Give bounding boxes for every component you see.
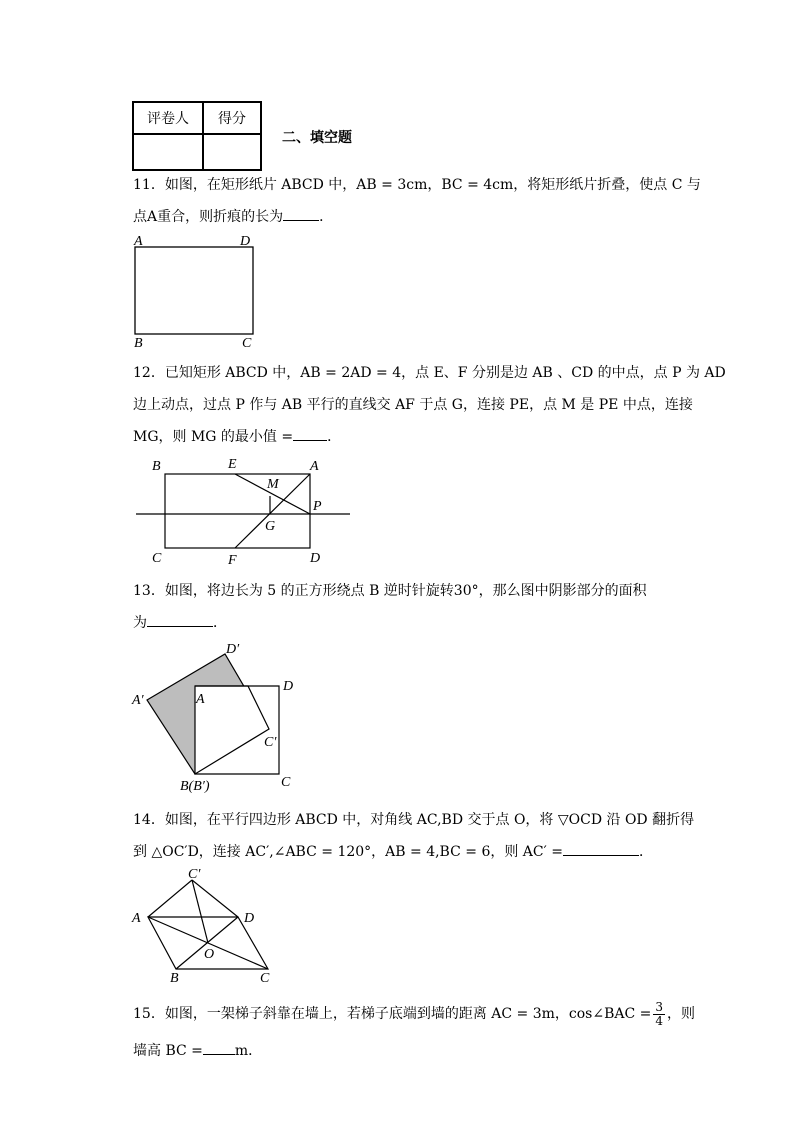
q13-label-d-prime: D′ [226,642,240,657]
q15-answer-blank[interactable] [203,1040,235,1055]
q15-line2 [133,1040,262,1061]
q15-line1-text: 15．如图，一架梯子斜靠在墙上，若梯子底端到墙的距离 AC = 3m，cos∠BAC = [133,1006,652,1022]
q14-label-b: B [170,971,179,986]
q12-label-a: A [310,459,319,474]
q14-segment-c-prime-o [192,880,208,943]
q14-label-c-prime: C′ [188,867,201,882]
q12-figure [130,452,360,572]
q14-label-c: C [260,971,270,986]
q11-rectangle [135,247,253,334]
q14-label-o: O [204,947,215,962]
q14-line2-text: 到 △OC′D，连接 AC′,∠ABC = 120°，AB = 4,BC = 6，则 AC′ = [133,844,563,860]
q12-line3-text: MG，则 MG 的最小值 = [133,429,294,445]
q12-label-c: C [152,551,162,566]
q14-answer-blank[interactable] [563,841,639,856]
q13-answer-blank[interactable] [147,612,213,627]
q13-label-a-prime: A′ [132,693,144,708]
score-table-cell-score [203,134,261,170]
q13-line1: 13．如图，将边长为 5 的正方形绕点 B 逆时针旋转30°，那么图中阴影部分的面积 [133,583,647,599]
q15-fraction-denominator: 4 [655,1013,664,1028]
score-table [132,101,262,171]
q13-line2 [133,612,227,633]
q12-label-p: P [313,499,322,514]
q14-label-a: A [132,911,141,926]
q14-segment-c-prime-d [192,880,238,917]
q12-label-b: B [152,459,161,474]
q15-line1 [133,1000,695,1028]
score-table-header-grader: 评卷人 [133,102,203,134]
q11-label-a: A [134,234,143,249]
q13-label-c-prime: C′ [264,735,277,750]
q12-answer-blank[interactable] [293,426,327,441]
q12-label-g: G [265,519,276,534]
q13-label-a: A [196,692,205,707]
q13-figure [128,638,318,800]
q12-label-d: D [310,551,321,566]
q14-line2 [133,841,653,862]
q11-figure [128,230,268,350]
q14-segment-ac-prime [148,880,192,917]
score-table-header-score: 得分 [203,102,261,134]
q11-label-b: B [134,336,143,350]
q11-line2-text: 点A重合，则折痕的长为 [133,209,284,225]
q13-line2-end: ． [213,615,227,631]
q11-line2-end: ． [319,209,334,225]
q12-line3 [133,426,341,447]
q15-fraction [653,1001,665,1028]
q12-label-f: F [228,553,237,568]
q12-rectangle [165,474,310,548]
q15-fraction-numerator: 3 [655,999,664,1014]
q15-line2-end: m． [234,1043,263,1059]
q11-line1: 11．如图，在矩形纸片 ABCD 中，AB = 3cm，BC = 4cm，将矩形纸片折叠，使点 C 与 [133,177,701,193]
q14-line2-end: ． [638,844,653,860]
q15-line2-text: 墙高 BC = [133,1043,203,1059]
q11-label-d: D [240,234,251,249]
q13-label-b: B(B′) [180,779,210,794]
section-title: 二、填空题 [282,130,352,146]
q12-line3-end: ． [327,429,342,445]
q12-label-e: E [228,457,237,472]
q13-line2-text: 为 [133,615,147,631]
q13-label-c: C [281,775,291,790]
q14-figure [128,866,288,986]
q14-label-d: D [244,911,255,926]
q13-label-d: D [283,679,294,694]
q15-line1-end: ，则 [667,1006,696,1022]
q11-answer-blank[interactable] [283,206,319,221]
score-table-cell-grader [133,134,203,170]
q11-line2 [133,206,333,227]
q11-label-c: C [242,336,252,350]
q12-label-m: M [267,477,279,492]
q14-line1: 14．如图，在平行四边形 ABCD 中，对角线 AC,BD 交于点 O，将 ▽OCD 沿 OD 翻折得 [133,812,695,828]
q12-line2: 边上动点，过点 P 作与 AB 平行的直线交 AF 于点 G，连接 PE，点 M 是 PE 中点，连接 [133,397,693,413]
q12-line1: 12．已知矩形 ABCD 中，AB = 2AD = 4，点 E、F 分别是边 AB 、CD 的中点，点 P 为 AD [133,365,726,381]
